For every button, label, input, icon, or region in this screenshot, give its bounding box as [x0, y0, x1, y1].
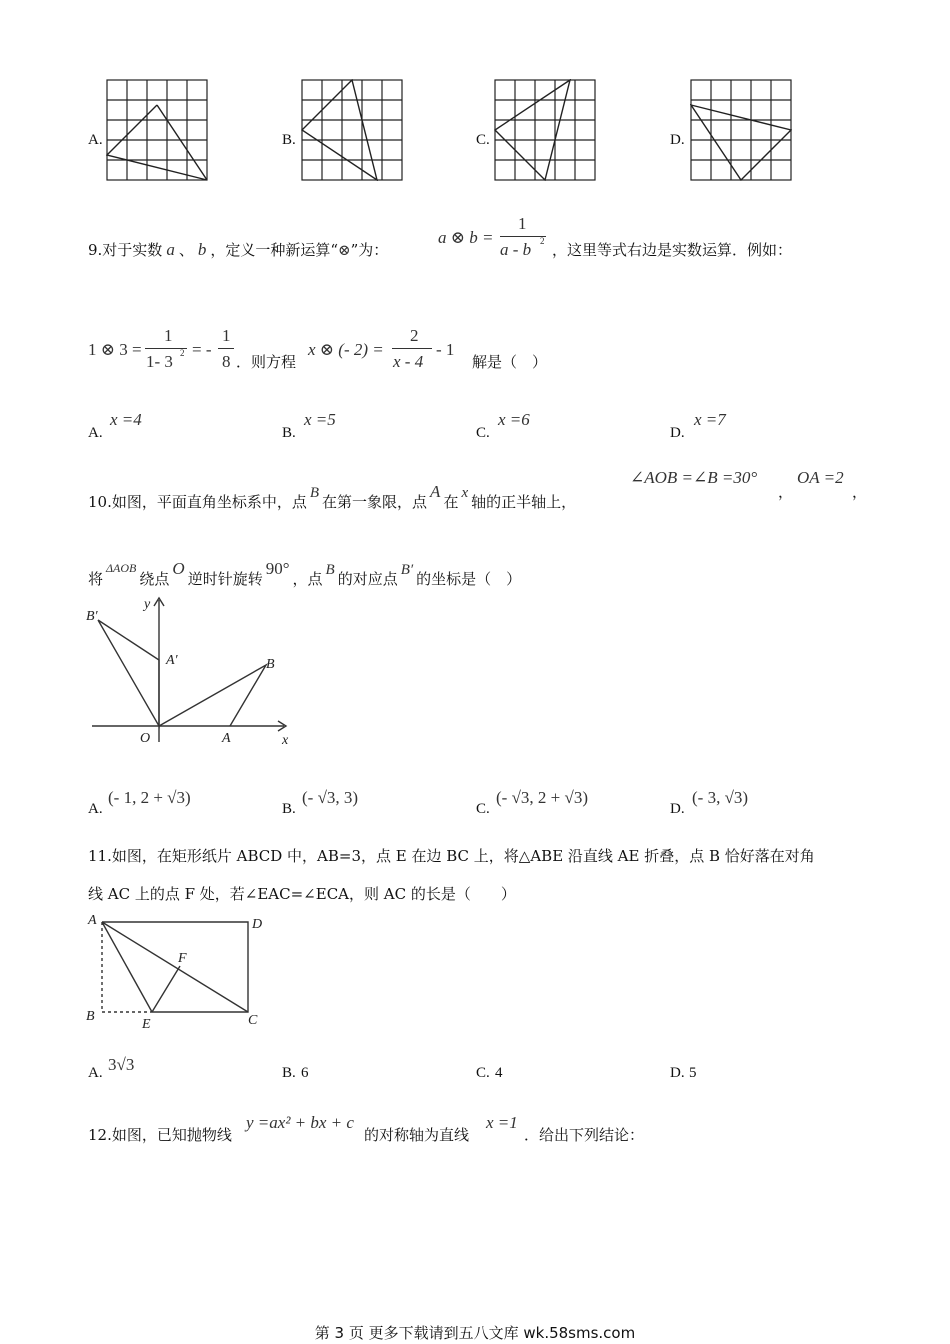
- q9-def-num: 1: [518, 214, 527, 233]
- q9-stem-e: ．则方程: [236, 353, 297, 371]
- q11-fig-label-d: D: [252, 917, 263, 932]
- q9-stem-c: ”为：: [350, 241, 389, 259]
- q10-comma2: ，: [852, 483, 868, 501]
- q11-fig-label-c: C: [248, 1013, 258, 1028]
- q10-line1-d: 轴的正半轴上，: [471, 493, 577, 511]
- q9-ex-num2: 1: [222, 326, 231, 345]
- q10-fig-label-b: B: [266, 657, 275, 672]
- q9-def-den: a - b: [500, 240, 532, 259]
- q8-option-b-label: B.: [282, 132, 296, 148]
- q10-stem-line1: [88, 482, 576, 512]
- q10-option-c-math: (- √3, 2 + √3): [496, 788, 588, 807]
- q10-option-d-math: (- 3, √3): [692, 788, 749, 807]
- q10-figure: [84, 592, 304, 752]
- q9-stem-f: 解是（ ）: [472, 353, 548, 371]
- q10-fig-label-ap: A′: [166, 653, 178, 668]
- q9-op: ⊗: [338, 243, 351, 259]
- q9-stem-line1: [88, 240, 388, 261]
- q10-oa: OA =2: [797, 468, 844, 487]
- q9-stem-d: ，这里等式右边是实数运算．例如：: [552, 241, 793, 259]
- q9-ex-den: 1- 3: [146, 352, 173, 371]
- q10-option-d-label: D.: [670, 801, 685, 817]
- q9-option-d-math: x =7: [694, 410, 726, 429]
- q10-angle: ∠AOB =∠B =30°: [630, 468, 758, 487]
- q10-option-c-label: C.: [476, 801, 490, 817]
- q10-pt-b-prime: B′: [400, 562, 414, 578]
- q8-figure-a: [106, 79, 208, 181]
- q9-ex-eq: = -: [192, 340, 212, 359]
- q10-option-b-label: B.: [282, 801, 296, 817]
- q9-option-b-label: B.: [282, 425, 296, 441]
- q11-figure: [84, 908, 274, 1036]
- q10-fig-label-x: x: [282, 733, 289, 748]
- q8-option-c-label: C.: [476, 132, 490, 148]
- q10-deg: 90°: [265, 559, 290, 578]
- q10-option-a-math: (- 1, 2 + √3): [108, 788, 191, 807]
- q9-option-c-math: x =6: [498, 410, 530, 429]
- q10-line2-e: 的对应点: [337, 570, 398, 588]
- q9-var-b: b: [197, 240, 207, 259]
- q10-line2-d: ，点: [292, 570, 323, 588]
- q11-option-b-label: B.: [282, 1065, 296, 1081]
- q10-option-a-label: A.: [88, 801, 103, 817]
- q9-ex-den2: 8: [222, 352, 231, 371]
- q9-def-den-sup: 2: [540, 236, 545, 246]
- q9-def-lhs: a ⊗ b =: [438, 228, 494, 247]
- q8-option-d-label: D.: [670, 132, 685, 148]
- q9-stem-a: 9.对于实数: [88, 241, 163, 259]
- q10-fig-label-o: O: [140, 731, 151, 746]
- q11-fig-label-e: E: [142, 1017, 151, 1032]
- q9-eq-den: x - 4: [393, 352, 424, 371]
- q12-eq: y =ax² + bx + c: [246, 1113, 354, 1132]
- q10-fig-label-y: y: [144, 597, 151, 612]
- q12-axis: x =1: [486, 1113, 518, 1132]
- q9-eq-lhs: x ⊗ (- 2) =: [308, 340, 384, 359]
- q9-option-d-label: D.: [670, 425, 685, 441]
- q9-sep: 、: [178, 241, 194, 259]
- q9-option-b-math: x =5: [304, 410, 336, 429]
- q10-fig-label-bp: B′: [86, 609, 98, 624]
- q10-line2-a: 将: [88, 570, 104, 588]
- q11-fig-label-a: A: [88, 913, 97, 928]
- q9-stem-b: ，定义一种新运算“: [210, 241, 338, 259]
- q10-stem-line2: [88, 558, 521, 589]
- q11-option-a-label: A.: [88, 1065, 103, 1081]
- q11-option-d-label: D.: [670, 1065, 685, 1081]
- q10-pt-b-2: B: [325, 562, 335, 578]
- q10-line1-b: 在第一象限，点: [322, 493, 428, 511]
- q11-stem-line1: 11.如图，在矩形纸片 ABCD 中，AB=3，点 E 在边 BC 上，将△ABE 沿直线 AE 折叠，点 B 恰好落在对角: [88, 847, 815, 865]
- q12-stem-a: 12.如图，已知抛物线: [88, 1126, 232, 1144]
- q9-example: [88, 326, 488, 376]
- q11-option-c-label: C.: [476, 1065, 490, 1081]
- q11-option-c-math: 4: [495, 1065, 503, 1081]
- q8-option-a-label: A.: [88, 132, 103, 148]
- q10-option-b-math: (- √3, 3): [302, 788, 359, 807]
- q9-var-a: a: [166, 240, 175, 259]
- q10-line2-b: 绕点: [139, 570, 170, 588]
- q9-eq-tail: - 1: [436, 340, 455, 359]
- q8-figure-d: [690, 79, 792, 181]
- q11-fig-label-f: F: [178, 951, 187, 966]
- q11-stem-line2: 线 AC 上的点 F 处，若∠EAC=∠ECA，则 AC 的长是（ ）: [88, 885, 516, 903]
- q10-pt-b: B: [309, 485, 320, 501]
- q9-ex-num: 1: [164, 326, 173, 345]
- q9-ex-lhs: 1 ⊗ 3 =: [88, 340, 142, 359]
- q9-option-a-label: A.: [88, 425, 103, 441]
- q9-eq-num: 2: [410, 326, 419, 345]
- q10-comma: ，: [778, 483, 794, 501]
- q10-line1-c: 在: [443, 493, 459, 511]
- q11-fig-label-b: B: [86, 1009, 95, 1024]
- q10-pt-o: O: [172, 559, 185, 578]
- q8-figure-b: [301, 79, 403, 181]
- q10-line1-a: 10.如图，平面直角坐标系中，点: [88, 493, 307, 511]
- q10-fig-label-a: A: [222, 731, 231, 746]
- q12-stem-c: ．给出下列结论：: [524, 1126, 645, 1144]
- q9-option-c-label: C.: [476, 425, 490, 441]
- q10-line2-c: 逆时针旋转: [187, 570, 263, 588]
- q8-figure-c: [494, 79, 596, 181]
- q10-pt-a: A: [430, 482, 441, 501]
- q11-option-d-math: 5: [689, 1065, 697, 1081]
- q11-option-a-math: 3√3: [108, 1055, 135, 1074]
- q11-option-b-math: 6: [301, 1065, 309, 1081]
- q10-axis-x: x: [461, 485, 469, 501]
- page-footer: 第 3 页 更多下载请到五八文库 wk.58sms.com: [314, 1324, 636, 1342]
- q10-line2-f: 的坐标是（ ）: [416, 570, 522, 588]
- q9-option-a-math: x =4: [110, 410, 142, 429]
- q12-stem-b: 的对称轴为直线: [364, 1126, 470, 1144]
- q10-tri: ΔAOB: [106, 561, 137, 575]
- q9-ex-den-sup: 2: [180, 348, 185, 358]
